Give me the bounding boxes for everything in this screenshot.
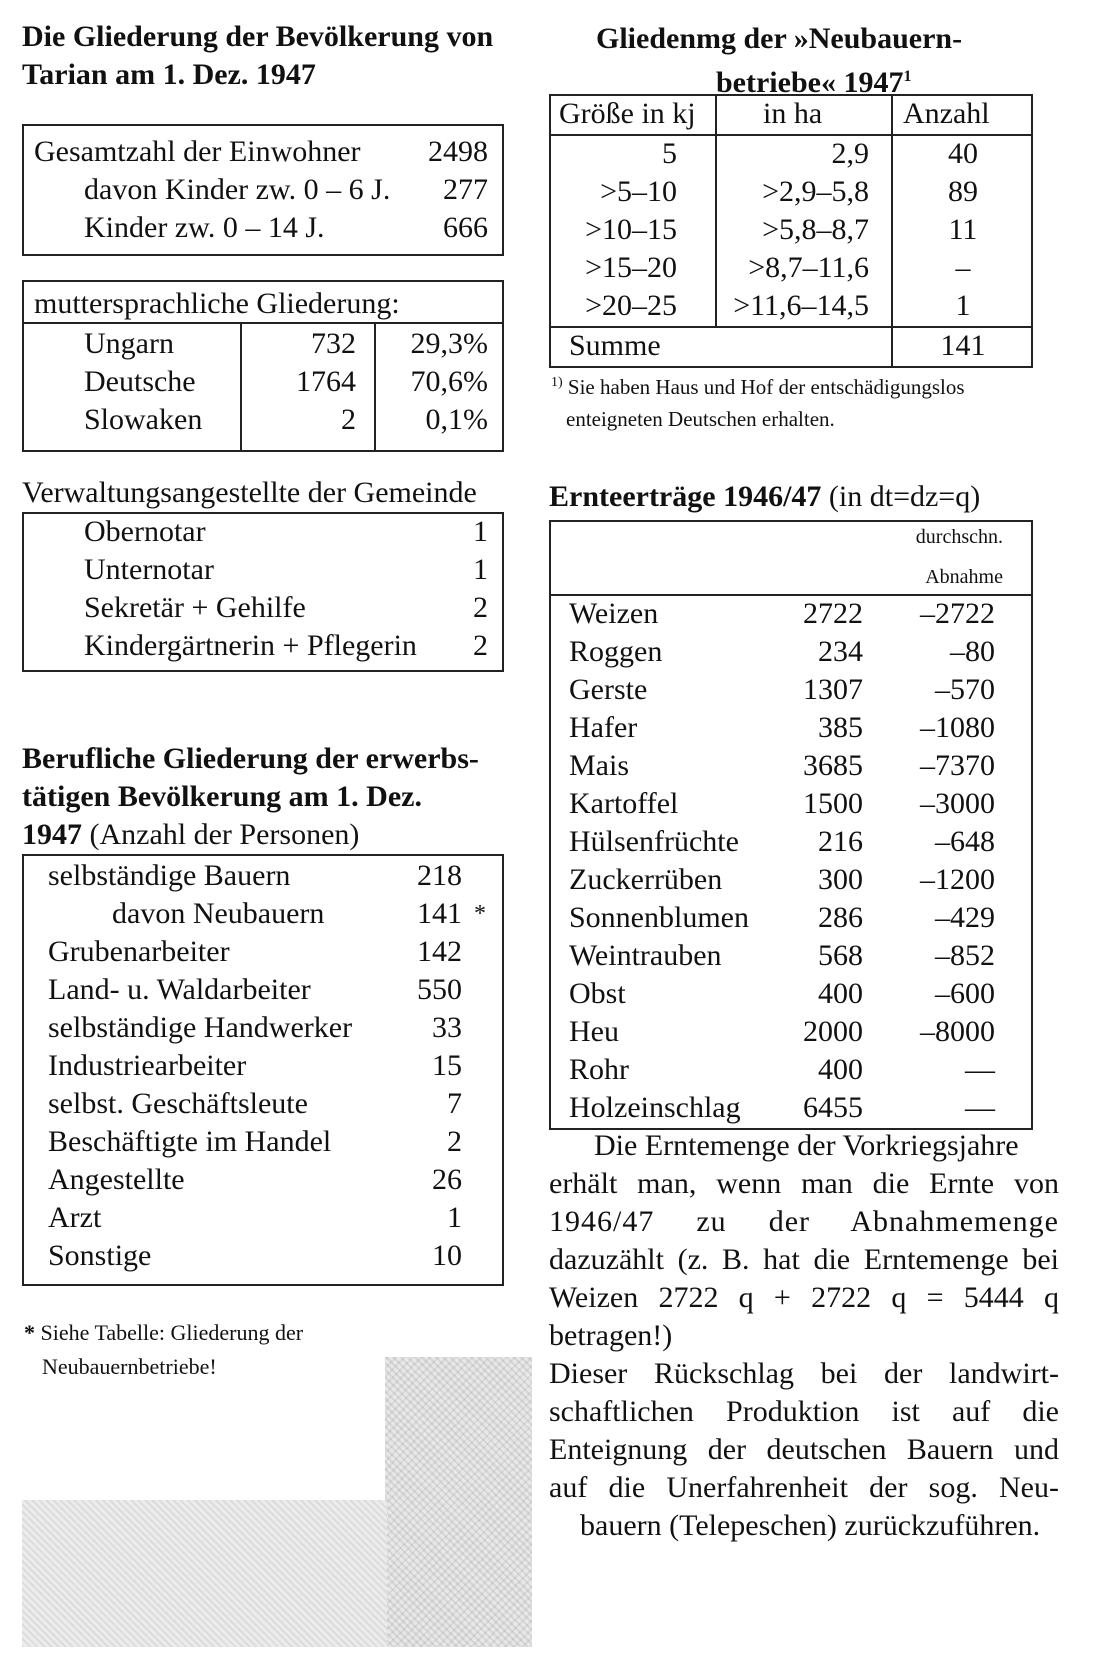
harvest-yield: 385: [818, 711, 863, 744]
harvest-crop: Zuckerrüben: [569, 863, 723, 896]
occupation-row: [24, 1008, 502, 1048]
paragraph-line: dazuzählt (z. B. hat die Erntemenge bei: [549, 1243, 1059, 1276]
harvest-row: [551, 1088, 1031, 1128]
occupation-label: selbständige Bauern: [48, 859, 291, 892]
farms-ha: >5,8–8,7: [762, 213, 869, 246]
farms-row: [551, 248, 1031, 288]
occupation-row: [24, 1160, 502, 1200]
occupation-value: 1: [447, 1201, 462, 1234]
harvest-decline: –570: [935, 673, 995, 706]
harvest-decline: –3000: [920, 787, 995, 820]
harvest-row: [551, 860, 1031, 900]
harvest-header-line-2: Abnahme: [925, 566, 1003, 588]
paragraph-line: schaftlichen Produktion ist auf die: [549, 1395, 1059, 1428]
occupation-table: [22, 854, 504, 1286]
farms-row: [551, 134, 1031, 174]
harvest-crop: Hafer: [569, 711, 638, 744]
harvest-crop: Kartoffel: [569, 787, 679, 820]
harvest-decline: –648: [935, 825, 995, 858]
harvest-crop: Gerste: [569, 673, 648, 706]
farms-ha: >8,7–11,6: [748, 251, 869, 284]
farms-ha: >11,6–14,5: [733, 289, 869, 322]
harvest-row: [551, 974, 1031, 1014]
farms-sum-value: 141: [940, 329, 986, 362]
admin-label: Sekretär + Gehilfe: [84, 591, 306, 624]
admin-row: [24, 512, 502, 552]
language-label: Slowaken: [84, 403, 203, 436]
paragraph-line: Dieser Rückschlag bei der landwirt-: [549, 1357, 1059, 1390]
farms-row: [551, 286, 1031, 326]
occupation-label: Beschäftigte im Handel: [48, 1125, 332, 1158]
farms-title-line-1: Gliedenmg der »Neubauern-: [596, 22, 963, 55]
harvest-yield: 568: [818, 939, 863, 972]
occupation-label: Industriearbeiter: [48, 1049, 247, 1082]
population-row: [24, 208, 502, 248]
harvest-yield: 3685: [803, 749, 863, 782]
harvest-table: [549, 520, 1033, 1130]
occupation-label: Arzt: [48, 1201, 102, 1234]
occupation-title-line-3: [22, 816, 359, 854]
harvest-decline: –1200: [920, 863, 995, 896]
farms-row: [551, 210, 1031, 250]
farms-kj: >10–15: [585, 213, 677, 246]
harvest-title-unit: (in dt=dz=q): [821, 480, 981, 513]
occupation-label: selbst. Geschäftsleute: [48, 1087, 308, 1120]
harvest-crop: Rohr: [569, 1053, 629, 1086]
occupation-footnote-mark: *: [474, 901, 486, 927]
admin-value: 1: [473, 553, 488, 586]
farms-count: 40: [948, 137, 978, 170]
language-row: [24, 400, 502, 440]
farms-kj: >15–20: [585, 251, 677, 284]
harvest-decline: —: [965, 1053, 995, 1086]
occupation-label: selbständige Handwerker: [48, 1011, 353, 1044]
occupation-label: Sonstige: [48, 1239, 152, 1272]
occupation-row: [24, 1198, 502, 1238]
farms-note-line-2: enteigneten Deutschen erhalten.: [566, 407, 835, 431]
harvest-yield: 234: [818, 635, 863, 668]
occupation-row: [24, 894, 502, 934]
occupation-value: 550: [417, 973, 462, 1006]
language-count: 1764: [296, 365, 356, 398]
farms-count: 89: [948, 175, 978, 208]
harvest-crop: Weintrauben: [569, 939, 722, 972]
harvest-decline: —: [965, 1091, 995, 1124]
farms-kj: 5: [662, 137, 677, 170]
farms-ha: >2,9–5,8: [762, 175, 869, 208]
harvest-crop: Obst: [569, 977, 626, 1010]
occupation-value: 33: [432, 1011, 462, 1044]
paragraph-line: bauern (Telepeschen) zurückzuführen.: [580, 1509, 1041, 1542]
admin-row: [24, 550, 502, 590]
occupation-footnote-line-1: [24, 1316, 303, 1350]
occupation-title-note: (Anzahl der Personen): [82, 818, 360, 851]
occupation-footnote-line-2: Neubauernbetriebe!: [42, 1354, 217, 1379]
occupation-label: Land- u. Waldarbeiter: [48, 973, 311, 1006]
harvest-row: [551, 708, 1031, 748]
farms-header-row: [551, 94, 1031, 134]
harvest-header-line-1: durchschn.: [915, 526, 1003, 548]
language-row: [24, 324, 502, 364]
harvest-crop: Holzeinschlag: [569, 1091, 741, 1124]
harvest-yield: 2722: [803, 597, 863, 630]
farms-count: –: [955, 251, 971, 284]
population-row: [24, 170, 502, 210]
occupation-title-line-1: Berufliche Gliederung der erwerbs-: [22, 742, 479, 775]
occupation-row: [24, 932, 502, 972]
admin-label: Unternotar: [84, 553, 214, 586]
harvest-crop: Roggen: [569, 635, 663, 668]
admin-table: [22, 512, 504, 672]
scan-noise: [22, 1500, 387, 1647]
population-title-line-2: Tarian am 1. Dez. 1947: [22, 58, 316, 91]
harvest-row: [551, 670, 1031, 710]
occupation-label: Angestellte: [48, 1163, 185, 1196]
admin-label: Obernotar: [84, 515, 206, 548]
harvest-yield: 6455: [803, 1091, 863, 1124]
harvest-row: [551, 898, 1031, 938]
farms-note-line-1: [551, 366, 965, 404]
population-label: Kinder zw. 0 – 14 J.: [84, 211, 325, 244]
occupation-row: [24, 970, 502, 1010]
occupation-row: [24, 1236, 502, 1276]
farms-header-count: Anzahl: [903, 97, 990, 130]
occupation-value: 26: [432, 1163, 462, 1196]
harvest-decline: –1080: [920, 711, 995, 744]
farms-row: [551, 172, 1031, 212]
occupation-value: 218: [417, 859, 462, 892]
admin-label: Kindergärtnerin + Pflegerin: [84, 629, 417, 662]
harvest-title: [549, 478, 980, 516]
occupation-table-bottom: [22, 1284, 504, 1286]
harvest-decline: –8000: [920, 1015, 995, 1048]
harvest-yield: 1500: [803, 787, 863, 820]
farms-title-text: betriebe« 1947: [716, 66, 904, 99]
farms-count: 1: [955, 289, 971, 322]
occupation-footnote-star: *: [24, 1320, 35, 1345]
language-label: Ungarn: [84, 327, 174, 360]
harvest-row: [551, 822, 1031, 862]
paragraph-line: Enteignung der deutschen Bauern und: [549, 1433, 1059, 1466]
farms-header-size-ha: in ha: [763, 97, 823, 130]
occupation-row: [24, 856, 502, 896]
language-table: [22, 280, 504, 452]
occupation-value: 2: [447, 1125, 462, 1158]
paragraph-line: betragen!): [549, 1319, 673, 1352]
paragraph-line: 1946/47 zu der Abnahmemenge: [549, 1205, 1059, 1238]
harvest-yield: 400: [818, 1053, 863, 1086]
admin-row: [24, 626, 502, 666]
occupation-row: [24, 1122, 502, 1162]
harvest-decline: –2722: [920, 597, 995, 630]
harvest-row: [551, 784, 1031, 824]
harvest-decline: –429: [935, 901, 995, 934]
harvest-row: [551, 594, 1031, 634]
farms-ha: 2,9: [831, 137, 869, 170]
language-header: muttersprachliche Gliederung:: [34, 287, 400, 320]
language-count: 2: [341, 403, 356, 436]
admin-value: 1: [473, 515, 488, 548]
harvest-row: [551, 936, 1031, 976]
occupation-title-line-2: tätigen Bevölkerung am 1. Dez.: [22, 780, 422, 813]
language-percent: 70,6%: [410, 365, 488, 398]
farms-kj: >20–25: [585, 289, 677, 322]
farms-title-footnote-mark: 1: [903, 68, 912, 85]
harvest-yield: 400: [818, 977, 863, 1010]
paragraph-line: auf die Unerfahrenheit der sog. Neu-: [549, 1471, 1059, 1504]
harvest-yield: 286: [818, 901, 863, 934]
harvest-decline: –80: [950, 635, 995, 668]
language-percent: 0,1%: [425, 403, 488, 436]
occupation-value: 15: [432, 1049, 462, 1082]
farms-sum-row: [551, 326, 1031, 366]
population-table: [22, 124, 504, 256]
admin-title: Verwaltungsangestellte der Gemeinde: [22, 476, 477, 509]
population-label: davon Kinder zw. 0 – 6 J.: [84, 173, 391, 206]
harvest-yield: 1307: [803, 673, 863, 706]
harvest-decline: –7370: [920, 749, 995, 782]
harvest-row: [551, 746, 1031, 786]
paragraph-line: Weizen 2722 q + 2722 q = 5444 q: [549, 1281, 1059, 1314]
occupation-value: 7: [447, 1087, 462, 1120]
admin-value: 2: [473, 591, 488, 624]
farms-note-mark: 1): [551, 375, 563, 390]
farms-kj: >5–10: [600, 175, 677, 208]
harvest-title-main: Ernteerträge 1946/47: [549, 480, 822, 513]
farms-note-text: Sie haben Haus und Hof der entschädigungslos: [567, 375, 965, 399]
population-row: [24, 132, 502, 172]
population-title-line-1: Die Gliederung der Bevölkerung von: [22, 20, 494, 53]
language-label: Deutsche: [84, 365, 196, 398]
harvest-crop: Weizen: [569, 597, 659, 630]
harvest-decline: –852: [935, 939, 995, 972]
harvest-row: [551, 632, 1031, 672]
occupation-label: davon Neubauern: [112, 897, 325, 930]
scan-noise: [385, 1357, 532, 1647]
harvest-crop: Heu: [569, 1015, 619, 1048]
occupation-row: [24, 1046, 502, 1086]
occupation-title-year: 1947: [22, 818, 82, 851]
farms-header-size-kj: Größe in kj: [559, 97, 696, 130]
harvest-yield: 300: [818, 863, 863, 896]
occupation-value: 10: [432, 1239, 462, 1272]
harvest-crop: Sonnenblumen: [569, 901, 749, 934]
harvest-decline: –600: [935, 977, 995, 1010]
admin-value: 2: [473, 629, 488, 662]
occupation-value: 141: [417, 897, 462, 930]
paragraph-line: Die Erntemenge der Vorkriegsjahre: [594, 1129, 1019, 1162]
language-row: [24, 362, 502, 402]
population-value: 666: [443, 211, 488, 244]
language-percent: 29,3%: [410, 327, 488, 360]
occupation-label: Grubenarbeiter: [48, 935, 230, 968]
harvest-crop: Hülsenfrüchte: [569, 825, 739, 858]
population-value: 277: [443, 173, 488, 206]
population-value: 2498: [428, 135, 488, 168]
harvest-yield: 216: [818, 825, 863, 858]
farms-count: 11: [948, 213, 978, 246]
paragraph-line: erhält man, wenn man die Ernte von: [549, 1167, 1059, 1200]
occupation-footnote-text: Siehe Tabelle: Gliederung der: [40, 1320, 304, 1345]
population-label: Gesamtzahl der Einwohner: [34, 135, 361, 168]
farms-sum-label: Summe: [569, 329, 661, 362]
harvest-row: [551, 1050, 1031, 1090]
admin-row: [24, 588, 502, 628]
farms-table: [549, 94, 1033, 368]
occupation-row: [24, 1084, 502, 1124]
harvest-row: [551, 1012, 1031, 1052]
harvest-crop: Mais: [569, 749, 629, 782]
occupation-value: 142: [417, 935, 462, 968]
harvest-yield: 2000: [803, 1015, 863, 1048]
language-count: 732: [311, 327, 356, 360]
